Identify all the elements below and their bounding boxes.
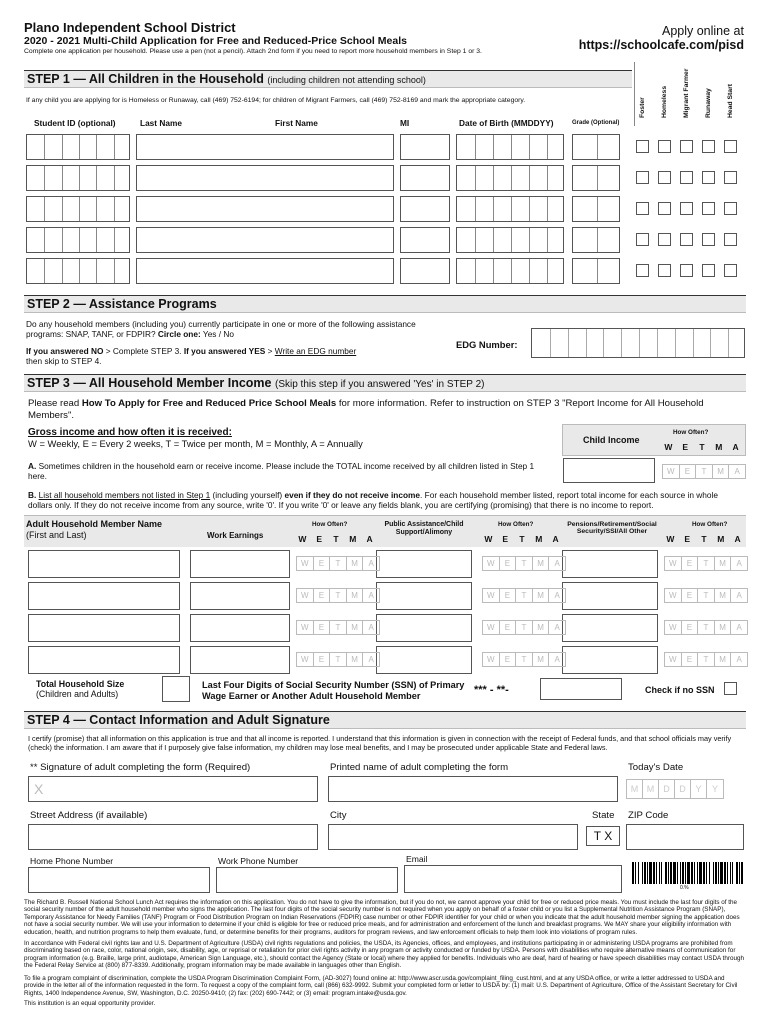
category-checkbox-homeless[interactable] — [658, 264, 671, 277]
last-first-name-input[interactable] — [136, 165, 394, 191]
adult-name-label: Adult Household Member Name — [26, 519, 163, 529]
ssn-input[interactable] — [540, 678, 622, 700]
category-checkbox-head-start[interactable] — [724, 202, 737, 215]
step2-heading: STEP 2 — Assistance Programs — [27, 297, 217, 311]
public-assistance-input[interactable] — [376, 550, 472, 578]
category-checkbox-runaway[interactable] — [702, 233, 715, 246]
grade-input[interactable] — [572, 227, 620, 253]
adult-name-sub: (First and Last) — [26, 530, 87, 540]
dob-input[interactable] — [456, 134, 564, 160]
date-label: Today's Date — [628, 762, 684, 773]
mi-input[interactable] — [400, 227, 450, 253]
income-frequency-1[interactable]: W E T M A — [296, 620, 380, 635]
category-checkbox-head-start[interactable] — [724, 233, 737, 246]
category-checkbox-homeless[interactable] — [658, 140, 671, 153]
how-often-1: How Often? — [312, 521, 348, 528]
email-label: Email — [406, 854, 428, 864]
step4-heading: STEP 4 — Contact Information and Adult Signature — [27, 713, 330, 727]
dob-input[interactable] — [456, 227, 564, 253]
no-ssn-label: Check if no SSN — [645, 685, 715, 695]
work-earnings-label: Work Earnings — [207, 531, 264, 540]
category-foster: Foster — [639, 97, 646, 118]
income-frequency-2[interactable]: W E T M A — [482, 652, 566, 667]
category-checkbox-homeless[interactable] — [658, 171, 671, 184]
zip-label: ZIP Code — [628, 810, 669, 821]
dob-input[interactable] — [456, 196, 564, 222]
dob-input[interactable] — [456, 258, 564, 284]
public-assistance-label: Public Assistance/Child Support/Alimony — [384, 521, 464, 536]
student-id-input[interactable] — [26, 134, 130, 160]
income-frequency-3[interactable]: W E T M A — [664, 620, 748, 635]
category-checkbox-runaway[interactable] — [702, 202, 715, 215]
child-income-frequency[interactable]: W E T M A — [662, 464, 746, 479]
grade-input[interactable] — [572, 134, 620, 160]
state-input[interactable]: T X — [586, 826, 620, 846]
frequency-legend: W = Weekly, E = Every 2 weeks, T = Twice per month, M = Monthly, A = Annually — [28, 438, 363, 449]
home-phone-input[interactable] — [28, 867, 210, 893]
last-first-name-input[interactable] — [136, 227, 394, 253]
col-mi: MI — [400, 118, 410, 128]
signature-input[interactable] — [28, 776, 318, 802]
ssn-label: Last Four Digits of Social Security Number (SSN) of Primary Wage Earner or Another Adult Household Member — [202, 680, 465, 702]
total-size-sub: (Children and Adults) — [36, 689, 119, 699]
income-header — [24, 515, 746, 547]
category-checkbox-migrant-farmer[interactable] — [680, 233, 693, 246]
student-id-input[interactable] — [26, 227, 130, 253]
printed-name-input[interactable] — [328, 776, 618, 802]
email-input[interactable] — [404, 865, 622, 893]
date-input[interactable]: M M D D Y Y — [626, 779, 724, 799]
home-phone-label: Home Phone Number — [30, 856, 114, 866]
printed-name-label: Printed name of adult completing the form — [330, 762, 509, 773]
mi-input[interactable] — [400, 165, 450, 191]
work-earnings-input[interactable] — [190, 646, 290, 674]
grade-input[interactable] — [572, 165, 620, 191]
category-runaway: Runaway — [705, 88, 712, 118]
pensions-label: Pensions/Retirement/Social Security/SSI/All Other — [567, 521, 657, 536]
category-checkbox-runaway[interactable] — [702, 171, 715, 184]
category-checkbox-migrant-farmer[interactable] — [680, 140, 693, 153]
street-input[interactable] — [28, 824, 318, 850]
income-frequency-3[interactable]: W E T M A — [664, 652, 748, 667]
adult-name-input[interactable] — [28, 646, 180, 674]
category-checkbox-foster[interactable] — [636, 233, 649, 246]
footer-eop: This institution is an equal opportunity provider. — [24, 1000, 156, 1007]
apply-online-label: Apply online at — [661, 24, 744, 38]
pensions-input[interactable] — [562, 550, 658, 578]
no-ssn-checkbox[interactable] — [724, 682, 737, 695]
ssn-mask: *** - **- — [474, 684, 509, 696]
step2-question: Do any household members (including you) currently participate in one or more of the following assistance programs: SNAP, TANF, or FDPIR? Circle one: Yes / No — [26, 319, 416, 339]
part-b-text: B. List all household members not listed in Step 1 (including yourself) even if they do not receive income. For each household member listed, report total income for each source in whole dollars only. If they do not receive income from any source, write '0'. If you write '0' or leave any fields blank, you are certifying (promising) that there is no income to report. — [28, 490, 718, 510]
work-phone-label: Work Phone Number — [218, 856, 299, 866]
step2-instructions: If you answered NO > Complete STEP 3. If you answered YES > Write an EDG number then skip to STEP 4. — [26, 346, 357, 366]
step3-heading: STEP 3 — All Household Member Income (Skip this step if you answered 'Yes' in STEP 2) — [27, 376, 485, 390]
state-label: State — [592, 810, 615, 821]
work-phone-input[interactable] — [216, 867, 398, 893]
category-checkbox-foster[interactable] — [636, 202, 649, 215]
category-headstart: Head Start — [727, 84, 734, 118]
form-title: 2020 - 2021 Multi-Child Application for Free and Reduced-Price School Meals — [24, 35, 407, 47]
footer-civil-rights: In accordance with Federal civil rights law and U.S. Department of Agriculture (USDA) civil rights regulations and policies, the USDA, its Agencies, offices, and employees, and institutions participating in or administering USDA programs are prohibited from discriminating based on race, color, national origin, sex, disability, age, or reprisal or retaliation for prior civil rights activity in any program or activity conducted or funded by USDA. Persons with disabilities who require alternative means of communication for program information (e.g. Braille, large print, audiotape, American Sign Language, etc.), should contact the Agency (State or local) where they applied for benefits. Individuals who are deaf, hard of hearing or have speech disabilities may contact USDA through the Federal Relay Service at (800) 877-8339. Additionally, program information may be made available in languages other than English. — [24, 940, 745, 970]
edg-label: EDG Number: — [456, 339, 518, 350]
barcode-image — [632, 862, 744, 884]
dob-input[interactable] — [456, 165, 564, 191]
category-checkbox-migrant-farmer[interactable] — [680, 171, 693, 184]
barcode-number: 0.% — [680, 885, 689, 891]
apply-online-url[interactable]: https://schoolcafe.com/pisd — [578, 38, 744, 52]
category-checkbox-head-start[interactable] — [724, 264, 737, 277]
form-instructions: Complete one application per household. Please use a pen (not a pencil). Attach 2nd form if you need to report more household members in Step 1 or 3. — [24, 48, 482, 55]
mi-input[interactable] — [400, 196, 450, 222]
category-checkbox-head-start[interactable] — [724, 171, 737, 184]
income-frequency-2[interactable]: W E T M A — [482, 588, 566, 603]
mi-input[interactable] — [400, 134, 450, 160]
student-id-input[interactable] — [26, 165, 130, 191]
adult-name-input[interactable] — [28, 614, 180, 642]
total-size-input[interactable] — [162, 676, 190, 702]
grade-input[interactable] — [572, 258, 620, 284]
certify-text: I certify (promise) that all information on this application is true and that all income is reported. I understand that this information is given in connection with the receipt of Federal funds, and that school officials may verify (check) the information. I am aware that if I purposely give false information, my children may lose meal benefits, and I may be prosecuted under applicable State and Federal laws. — [28, 734, 732, 752]
category-checkbox-head-start[interactable] — [724, 140, 737, 153]
city-input[interactable] — [328, 824, 578, 850]
step1-note: If any child you are applying for is Homeless or Runaway, call (469) 752-6194; for children of Migrant Farmers, call (469) 752-8169 and mark the appropriate category. — [26, 97, 526, 104]
category-migrant: Migrant Farmer — [683, 68, 690, 118]
col-dob: Date of Birth (MMDDYY) — [459, 118, 554, 128]
col-first-name: First Name — [275, 118, 318, 128]
col-last-name: Last Name — [140, 118, 182, 128]
category-checkbox-foster[interactable] — [636, 140, 649, 153]
public-assistance-input[interactable] — [376, 646, 472, 674]
category-checkbox-runaway[interactable] — [702, 264, 715, 277]
category-checkbox-migrant-farmer[interactable] — [680, 264, 693, 277]
zip-input[interactable] — [626, 824, 744, 850]
signature-mark: X — [34, 781, 44, 797]
freq-header-1: W E T M A — [298, 534, 373, 544]
child-income-input[interactable] — [563, 458, 655, 483]
footer-complaint: To file a program complaint of discrimination, complete the USDA Program Discrimination Complaint Form, (AD-3027) found online at: http://www.ascr.usda.gov/complaint_filing_cust.html, and at any USDA office, or write a letter addressed to USDA and provide in the letter all of the information requested in the form. To request a copy of the complaint form, call (866) 632-9992. Submit your completed form or letter to USDA by: (1) mail: U.S. Department of Agriculture, Office of the Assistant Secretary for Civil Rights, 1400 Independence Avenue, SW, Washington, D.C. 20250-9410; (2) fax: (202) 690-7442; or (3) email: program.intake@usda.gov. — [24, 975, 738, 997]
mi-input[interactable] — [400, 258, 450, 284]
part-a-text: A. Sometimes children in the household earn or receive income. Please include the TOTAL income received by all children listed in Step 1 here. — [28, 461, 535, 481]
public-assistance-input[interactable] — [376, 614, 472, 642]
income-frequency-3[interactable]: W E T M A — [664, 556, 748, 571]
category-checkbox-migrant-farmer[interactable] — [680, 202, 693, 215]
category-checkbox-foster[interactable] — [636, 264, 649, 277]
work-earnings-input[interactable] — [190, 614, 290, 642]
street-label: Street Address (if available) — [30, 810, 148, 821]
adult-name-input[interactable] — [28, 582, 180, 610]
col-student-id: Student ID (optional) — [34, 118, 116, 128]
grade-input[interactable] — [572, 196, 620, 222]
district-name: Plano Independent School District — [24, 20, 236, 35]
how-often-3: How Often? — [692, 521, 728, 528]
footer-privacy: The Richard B. Russell National School Lunch Act requires the information on this application. You do not have to give the information, but if you do not, we cannot approve your child for free or reduced price meals. You must include the last four digits of the social security number of the adult household member who signs the application. The last four digits of the social security number is not required when you apply on behalf of a foster child or you list a Supplemental Nutrition Assistance Program (SNAP), Temporary Assistance for Needy Families (TANF) Program or Food Distribution Program on Indian Reservations (FDPIR) case number or other FDPIR identifier for your child or when you indicate that the adult household member signing the application does not have a social security number. We will use your information to determine if your child is eligible for free or reduced price meals, and for administration and enforcement of the lunch and breakfast programs. We MAY share your eligibility information with education, health, and nutrition programs to help them evaluate, fund, or determine benefits for their programs, auditors for program reviews, and law enforcement officials to help them look into violations of program rules. — [24, 899, 740, 936]
income-frequency-3[interactable]: W E T M A — [664, 588, 748, 603]
student-id-input[interactable] — [26, 258, 130, 284]
step1-heading: STEP 1 — All Children in the Household (including children not attending school) — [27, 72, 426, 86]
step3-bar — [24, 374, 746, 392]
step3-read: Please read How To Apply for Free and Reduced Price School Meals for more information. Refer to instruction on STEP 3 "Report Income for All Household Members". — [28, 398, 704, 421]
step4-bar — [24, 711, 746, 729]
how-often-2: How Often? — [498, 521, 534, 528]
last-first-name-input[interactable] — [136, 134, 394, 160]
pensions-input[interactable] — [562, 582, 658, 610]
col-grade: Grade (Optional) — [572, 120, 620, 126]
work-earnings-input[interactable] — [190, 582, 290, 610]
student-id-input[interactable] — [26, 196, 130, 222]
category-checkbox-runaway[interactable] — [702, 140, 715, 153]
step2-bar — [24, 295, 746, 313]
yes-no-option[interactable]: Yes / No — [202, 328, 234, 339]
category-homeless: Homeless — [661, 85, 668, 118]
gross-income-title: Gross income and how often it is received: — [28, 427, 232, 438]
category-checkbox-homeless[interactable] — [658, 202, 671, 215]
public-assistance-input[interactable] — [376, 582, 472, 610]
freq-header-2: W E T M A — [484, 534, 559, 544]
income-frequency-2[interactable]: W E T M A — [482, 620, 566, 635]
freq-header-3: W E T M A — [666, 534, 741, 544]
category-checkbox-foster[interactable] — [636, 171, 649, 184]
step1-bar — [24, 70, 632, 88]
income-frequency-1[interactable]: W E T M A — [296, 652, 380, 667]
city-label: City — [330, 810, 347, 821]
category-checkbox-homeless[interactable] — [658, 233, 671, 246]
child-freq-header: W E T M A — [664, 442, 739, 452]
total-size-label: Total Household Size — [36, 679, 125, 689]
edg-number-input[interactable] — [531, 328, 745, 358]
last-first-name-input[interactable] — [136, 196, 394, 222]
last-first-name-input[interactable] — [136, 258, 394, 284]
pensions-input[interactable] — [562, 646, 658, 674]
signature-label: ** Signature of adult completing the form (Required) — [30, 762, 251, 773]
child-income-label: Child Income — [583, 435, 640, 445]
work-earnings-input[interactable] — [190, 550, 290, 578]
adult-name-input[interactable] — [28, 550, 180, 578]
how-often-label: How Often? — [673, 429, 709, 436]
income-frequency-2[interactable]: W E T M A — [482, 556, 566, 571]
income-frequency-1[interactable]: W E T M A — [296, 588, 380, 603]
pensions-input[interactable] — [562, 614, 658, 642]
category-header — [634, 62, 746, 126]
income-frequency-1[interactable]: W E T M A — [296, 556, 380, 571]
